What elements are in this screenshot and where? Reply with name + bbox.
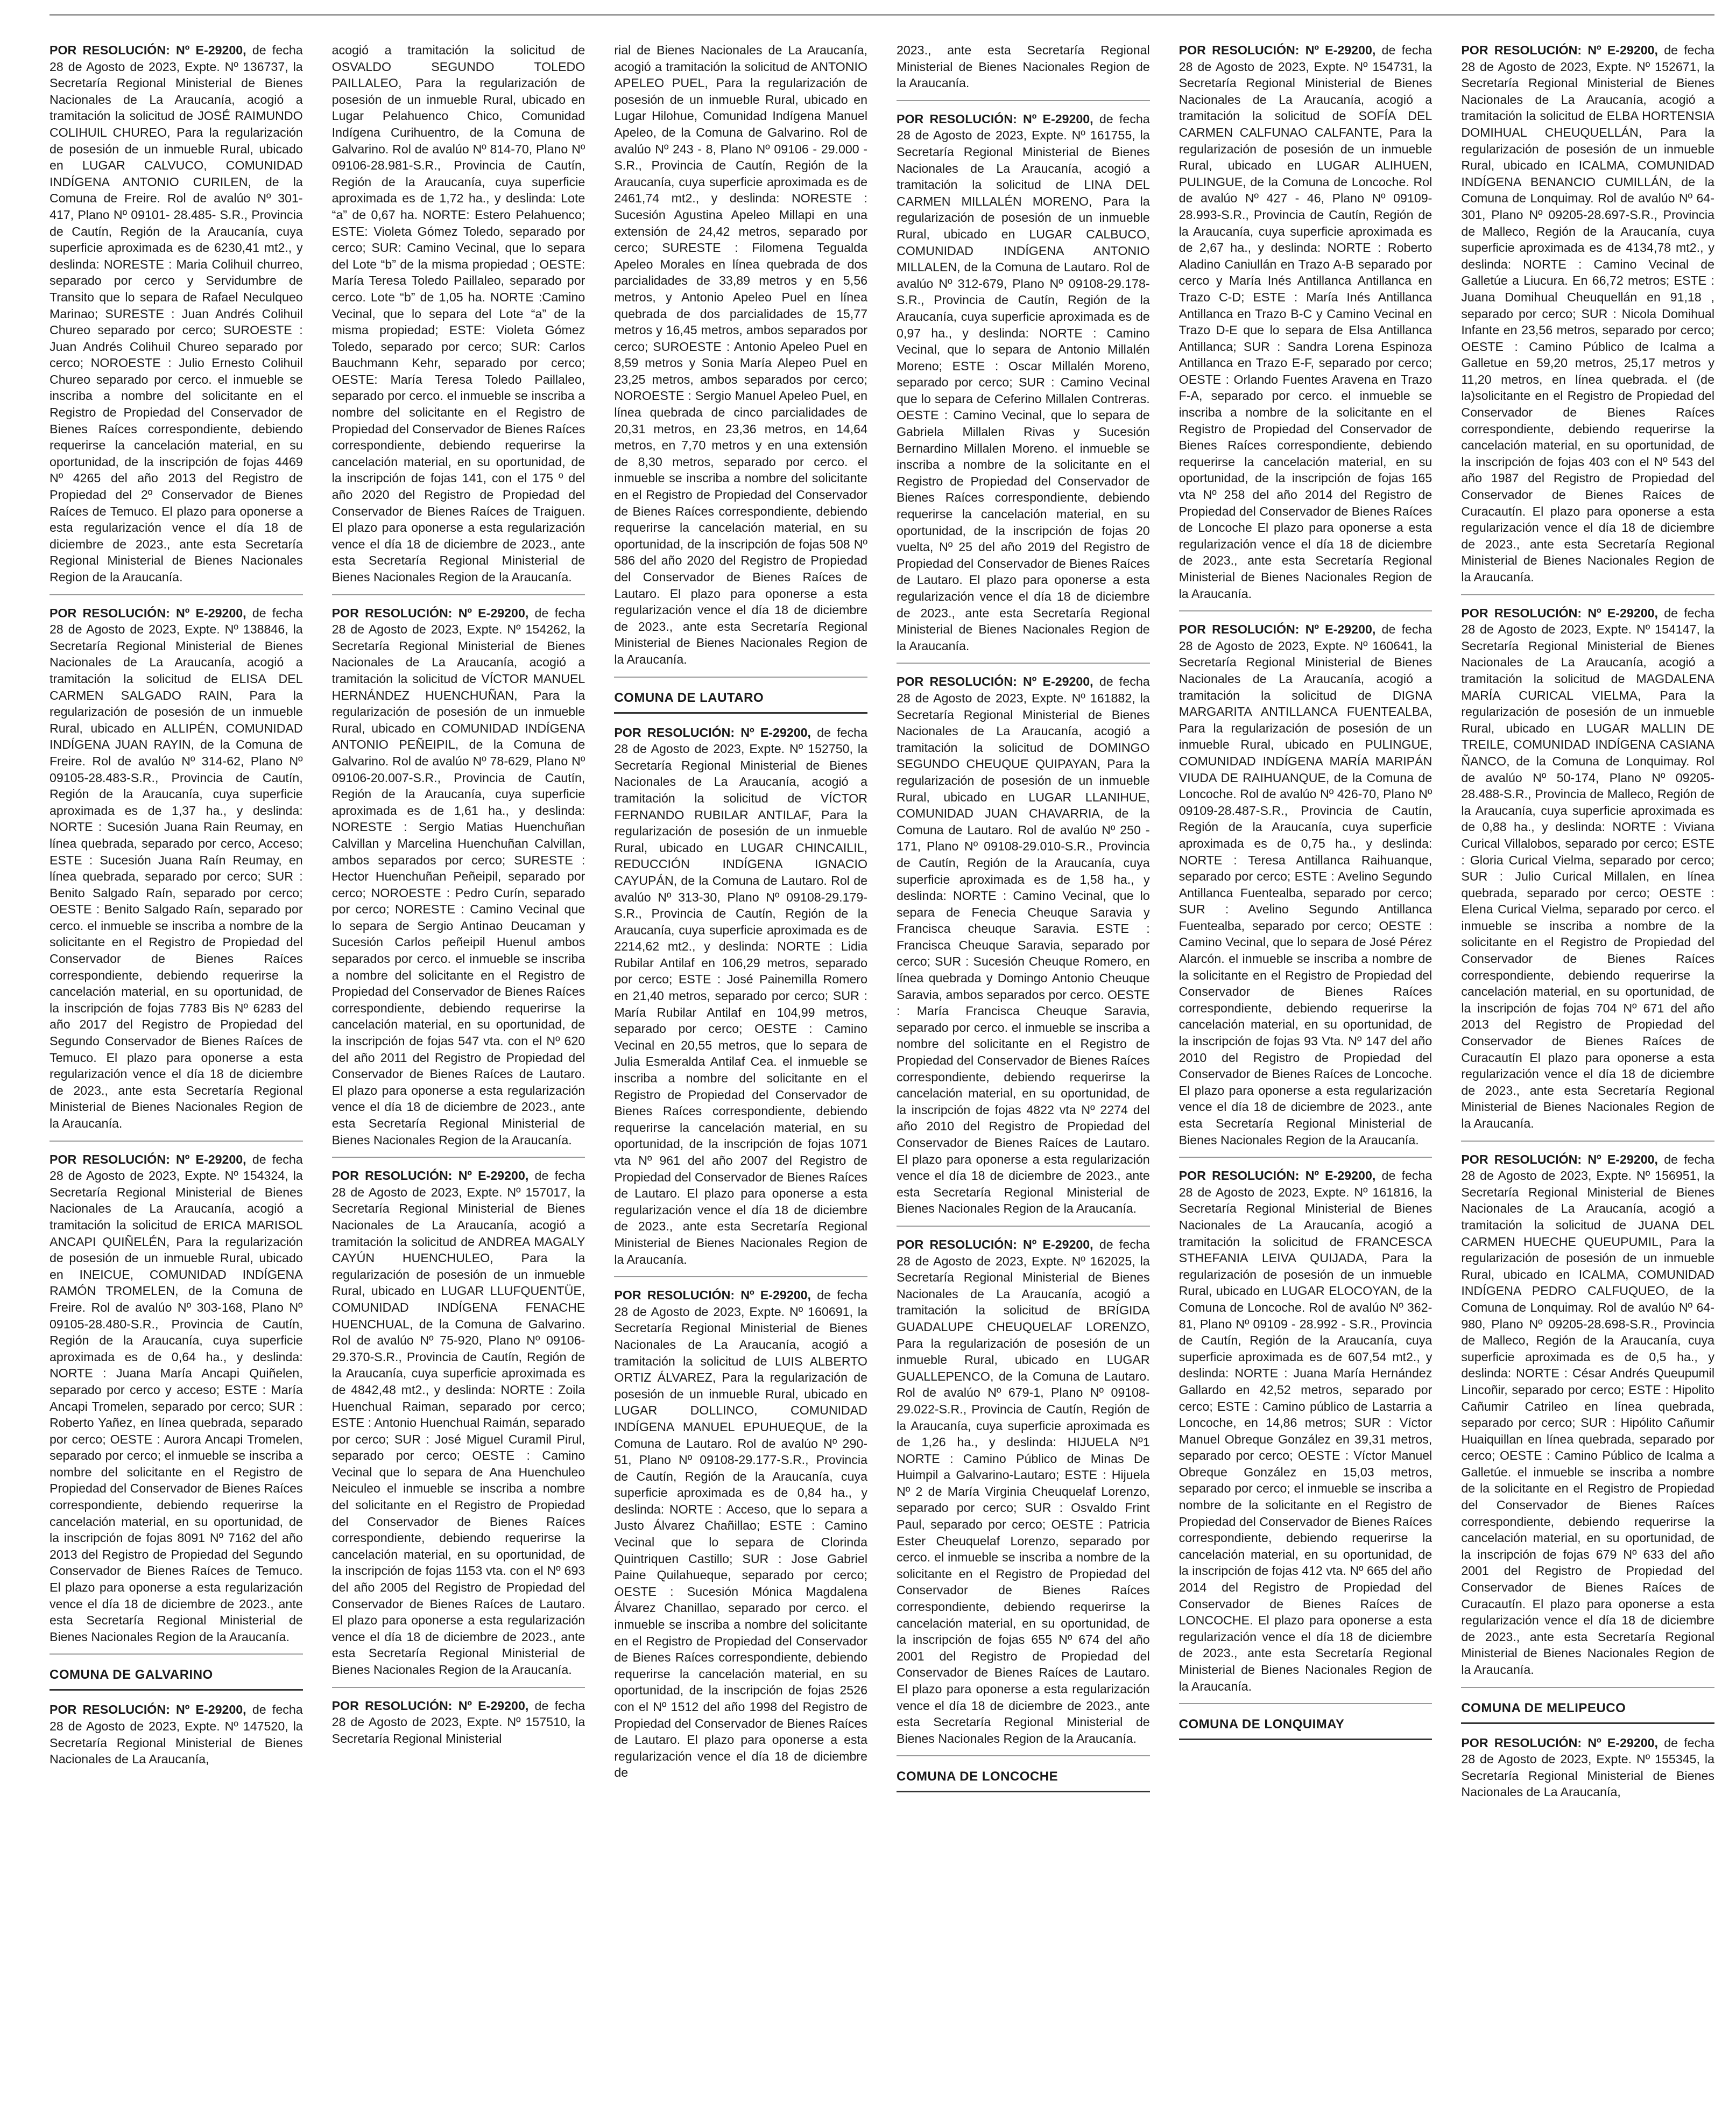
legal-notice bbox=[1461, 42, 1714, 595]
notice-lead: POR RESOLUCIÓN: Nº E-29200, bbox=[896, 674, 1093, 689]
column-5 bbox=[1179, 42, 1432, 2103]
notice-body: de fecha 28 de Agosto de 2023, Expte. Nº 136737, la Secretaría Regional Ministerial de Bienes Nacionales de La Araucanía, acogió a tramitación la solicitud de JOSÉ RAIMUNDO COLIHUIL CHUREO, Para la regularización de posesión de un inmueble Rural, ubicado en LUGAR CALVUCO, COMUNIDAD INDÍGENA ANTONIO CURILEN, de la Comuna de Freire. Rol de avalúo Nº 301-417, Plano Nº 09101- 28.485- S.R., Provincia de Cautín, Región de la Araucanía, cuya superficie aproximada es de 6230,41 mt2., y deslinda: NORESTE : Maria Colihuil churreo, separado por cerco y Servidumbre de Transito que lo separa de Rafael Neculqueo Marinao; SURESTE : Juan Andrés Colihuil Chureo separado por cerco; SUROESTE : Juan Andrés Colihuil Chureo separado por cerco; NOROESTE : Julio Ernesto Colihuil Chureo separado por cerco. el inmueble se inscriba a nombre del solicitante en el Registro de Propiedad del Conservador de Bienes Raíces correspondiente, debiendo requerirse la cancelación material, en su oportunidad, de la inscripción de fojas 4469 Nº 4265 del año 2013 del Registro de Propiedad del 2º Conservador de Bienes Raíces de Temuco. El plazo para oponerse a esta regularización vence el día 18 de diciembre de 2023., ante esta Secretaría Regional Ministerial de Bienes Nacionales Region de la Araucanía. bbox=[50, 43, 303, 584]
notice-body: de fecha 28 de Agosto de 2023, Expte. Nº 152671, la Secretaría Regional Ministerial de Bienes Nacionales de La Araucanía, acogió a tramitación la solicitud de ELBA HORTENSIA DOMIHUAL CHEUQUELLÁN, Para la regularización de posesión de un inmueble Rural, ubicado en ICALMA, COMUNIDAD INDÍGENA BENANCIO CUMILLÁN, de la Comuna de Lonquimay. Rol de avalúo Nº 64-301, Plano Nº 09205-28.697-S.R., Provincia de Malleco, Región de la Araucanía, cuya superficie aproximada es de 4134,78 mt2., y deslinda: NORTE : Camino Vecinal de Galletúe a Liucura. En 66,72 metros; ESTE : Juana Domihual Cheuquellán en 91,18 , separado por cerco; SUR : Nicola Domihual Infante en 23,56 metros, separado por cerco; OESTE : Camino Público de Icalma a Galletue en 59,20 metros, 25,17 metros y 11,20 metros, en línea quebrada. el (de la)solicitante en el Registro de Propiedad del Conservador de Bienes Raíces correspondiente, debiendo requerirse la cancelación material, en su oportunidad, de la inscripción de fojas 403 con el Nº 543 del año 1987 del Registro de Propiedad del Conservador de Bienes Raíces de Curacautín. El plazo para oponerse a esta regularización vence el día 18 de diciembre de 2023., ante esta Secretaría Regional Ministerial de Bienes Nacionales Region de la Araucanía. bbox=[1461, 43, 1714, 584]
legal-notice bbox=[1461, 1735, 1714, 1809]
legal-notice bbox=[897, 1236, 1150, 1756]
notice-lead: POR RESOLUCIÓN: Nº E-29200, bbox=[50, 606, 246, 620]
notice-lead: POR RESOLUCIÓN: Nº E-29200, bbox=[614, 1288, 811, 1303]
classifieds-page bbox=[50, 42, 1714, 2103]
top-rule bbox=[50, 14, 1714, 16]
legal-notice bbox=[897, 111, 1150, 664]
notice-body: acogió a tramitación la solicitud de OSVALDO SEGUNDO TOLEDO PAILLALEO, Para la regularización de posesión de un inmueble Rural, ubicado en Lugar Pelahuenco Chico, Comunidad Indígena Curihuentro, de la Comuna de Galvarino. Rol de avalúo Nº 814-70, Plano Nº 09106-28.981-S.R., Provincia de Cautín, Región de la Araucanía, cuya superficie aproximada es de 1,72 ha., y deslinda: Lote “a” de 0,67 ha. NORTE: Estero Pelahuenco; ESTE: Violeta Gómez Toledo, separado por cerco; SUR: Camino Vecinal, que lo separa del Lote “b” de la misma propiedad ; OESTE: María Teresa Toledo Paillaleo, separado por cerco. Lote “b” de 1,05 ha. NORTE :Camino Vecinal, que lo separa del Lote “a” de la misma propiedad; ESTE: Violeta Gómez Toledo, separado por cerco; SUR: Carlos Bauchmann Kehr, separado por cerco; OESTE: María Teresa Toledo Paillaleo, separado por cerco. el inmueble se inscriba a nombre del solicitante en el Registro de Propiedad del Conservador de Bienes Raíces correspondiente, debiendo requerirse la cancelación material, en su oportunidad, de la inscripción de fojas 141, con el 175 º del año 2020 del Registro de Propiedad del Conservador de Bienes Raíces de Traiguen. El plazo para oponerse a esta regularización vence el día 18 de diciembre de 2023., ante esta Secretaría Regional Ministerial de Bienes Nacionales Region de la Araucanía. bbox=[331, 43, 585, 584]
legal-notice bbox=[1179, 621, 1432, 1158]
notice-lead: POR RESOLUCIÓN: Nº E-29200, bbox=[1461, 1152, 1658, 1166]
column-1 bbox=[50, 42, 303, 2103]
notice-body: de fecha 28 de Agosto de 2023, Expte. Nº 157510, la Secretaría Regional Ministerial bbox=[331, 1698, 585, 1746]
notice-lead: POR RESOLUCIÓN: Nº E-29200, bbox=[50, 43, 246, 57]
notice-lead: POR RESOLUCIÓN: Nº E-29200, bbox=[331, 606, 529, 620]
notice-lead: POR RESOLUCIÓN: Nº E-29200, bbox=[1461, 1735, 1658, 1750]
notice-body: de fecha 28 de Agosto de 2023, Expte. Nº 154324, la Secretaría Regional Ministerial de Bienes Nacionales de La Araucanía, acogió a tramitación la solicitud de ERICA MARISOL ANCAPI QUIÑELÉN, Para la regularización de posesión de un inmueble Rural, ubicado en INEICUE, COMUNIDAD INDÍGENA RAMÓN TROMELEN, de la Comuna de Freire. Rol de avalúo Nº 303-168, Plano Nº 09105-28.480-S.R., Provincia de Cautín, Región de la Araucanía, cuya superficie aproximada es de 0,64 ha., y deslinda: NORTE : Juana María Ancapi Quiñelen, separado por cerco y acceso; ESTE : María Ancapi Tromelen, separado por cerco; SUR : Roberto Yañez, en línea quebrada, separado por cerco; OESTE : Aurora Ancapi Tromelen, separado por cerco; el inmueble se inscriba a nombre del solicitante en el Registro de Propiedad del Conservador de Bienes Raíces correspondiente, debiendo requerirse la cancelación material, en su oportunidad, de la inscripción de fojas 8091 Nº 7162 del año 2013 del Registro de Propiedad del Segundo Conservador de Bienes Raíces de Temuco. El plazo para oponerse a esta regularización vence el día 18 de diciembre de 2023., ante esta Secretaría Regional Ministerial de Bienes Nacionales Region de la Araucanía. bbox=[50, 1152, 303, 1644]
section-heading: COMUNA DE LAUTARO bbox=[614, 687, 867, 714]
legal-notice bbox=[50, 42, 303, 595]
legal-notice bbox=[614, 724, 867, 1278]
notice-body: de fecha 28 de Agosto de 2023, Expte. Nº 154147, la Secretaría Regional Ministerial de Bienes Nacionales de La Araucanía, acogió a tramitación la solicitud de MAGDALENA MARÍA CURICAL VIELMA, Para la regularización de posesión de un inmueble Rural, ubicado en LUGAR MALLIN DE TREILE, COMUNIDAD INDÍGENA CASIANA ÑANCO, de la Comuna de Lonquimay. Rol de avalúo Nº 50-174, Plano Nº 09205-28.488-S.R., Provincia de Malleco, Región de la Araucanía, cuya superficie aproximada es de 0,88 ha., y deslinda: NORTE : Viviana Curical Villalobos, separado por cerco; ESTE : Gloria Curical Vielma, separado por cerco; SUR : Julio Curical Millalen, en línea quebrada, separado por cerco; OESTE : Elena Curical Vielma, separado por cerco. el inmueble se inscriba a nombre de la solicitante en el Registro de Propiedad del Conservador de Bienes Raíces correspondiente, debiendo requerirse la cancelación material, en su oportunidad, de la inscripción de fojas 704 Nº 671 del año 2013 del Registro de Propiedad del Conservador de Bienes Raíces de Curacautín El plazo para oponerse a esta regularización vence el día 18 de diciembre de 2023., ante esta Secretaría Regional Ministerial de Bienes Nacionales Region de la Araucanía. bbox=[1461, 606, 1714, 1130]
notice-lead: POR RESOLUCIÓN: Nº E-29200, bbox=[1178, 1169, 1376, 1183]
notice-body: de fecha 28 de Agosto de 2023, Expte. Nº 156951, la Secretaría Regional Ministerial de Bienes Nacionales de La Araucanía, acogió a tramitación la solicitud de JUANA DEL CARMEN HUECHE QUEUPUMIL, Para la regularización de posesión de un inmueble Rural, ubicado en ICALMA, COMUNIDAD INDÍGENA PEDRO CALFUQUEO, de la Comuna de Lonquimay. Rol de avalúo Nº 64-980, Plano Nº 09205-28.698-S.R., Provincia de Malleco, Región de la Araucanía, cuya superficie aproximada es de 0,5 ha., y deslinda: NORTE : César Andrés Queupumil Lincoñir, separado por cerco; ESTE : Hipolito Cañumir Catrileo en línea quebrada, separado por cerco; SUR : Hipólito Cañumir Huaiquillan en línea quebrada, separado por cerco; OESTE : Camino Público de Icalma a Galletúe. el inmueble se inscriba a nombre de la solicitante en el Registro de Propiedad del Conservador de Bienes Raíces correspondiente, debiendo requerirse la cancelación material, en su oportunidad, de la inscripción de fojas 679 Nº 633 del año 2001 del Registro de Propiedad del Conservador de Bienes Raíces de Curacautín. El plazo para oponerse a esta regularización vence el día 18 de diciembre de 2023., ante esta Secretaría Regional Ministerial de Bienes Nacionales Region de la Araucanía. bbox=[1461, 1152, 1714, 1677]
notice-lead: POR RESOLUCIÓN: Nº E-29200, bbox=[1461, 606, 1658, 620]
notice-body: de fecha 28 de Agosto de 2023, Expte. Nº 138846, la Secretaría Regional Ministerial de Bienes Nacionales de La Araucanía, acogió a tramitación la solicitud de ELISA DEL CARMEN SALGADO RAIN, Para la regularización de posesión de un inmueble Rural, ubicado en ALLIPÉN, COMUNIDAD INDÍGENA JUAN RAYIN, de la Comuna de Freire. Rol de avalúo Nº 314-62, Plano Nº 09105-28.483-S.R., Provincia de Cautín, Región de la Araucanía, cuya superficie aproximada es de 1,37 ha., y deslinda: NORTE : Sucesión Juana Rain Reumay, en línea quebrada, separado por cerco, Acceso; ESTE : Sucesión Juana Raín Reumay, en línea quebrada, separado por cerco; SUR : Benito Salgado Raín, separado por cerco; OESTE : Benito Salgado Raín, separado por cerco. el inmueble se inscriba a nombre de la solicitante en el Registro de Propiedad del Conservador de Bienes Raíces correspondiente, debiendo requerirse la cancelación material, en su oportunidad, de la inscripción de fojas 7783 Bis Nº 6283 del año 2017 del Registro de Propiedad del Segundo Conservador de Bienes Raíces de Temuco. El plazo para oponerse a esta regularización vence el día 18 de diciembre de 2023., ante esta Secretaría Regional Ministerial de Bienes Nacionales Region de la Araucanía. bbox=[50, 606, 303, 1130]
legal-notice bbox=[50, 605, 303, 1142]
notice-body: de fecha 28 de Agosto de 2023, Expte. Nº 155345, la Secretaría Regional Ministerial de Bienes Nacionales de La Araucanía, bbox=[1461, 1735, 1714, 1799]
notice-lead: POR RESOLUCIÓN: Nº E-29200, bbox=[1461, 43, 1658, 57]
notice-body: de fecha 28 de Agosto de 2023, Expte. Nº 157017, la Secretaría Regional Ministerial de Bienes Nacionales de La Araucanía, acogió a tramitación la solicitud de ANDREA MAGALY CAYÚN HUENCHULEO, Para la regularización de posesión de un inmueble Rural, ubicado en LUGAR LLUFQUENTÜE, COMUNIDAD INDÍGENA FENACHE HUENCHUAL, de la Comuna de Galvarino. Rol de avalúo Nº 75-920, Plano Nº 09106-29.370-S.R., Provincia de Cautín, Región de la Araucanía, cuya superficie aproximada es de 4842,48 mt2., y deslinda: NORTE : Zoila Huenchual Raiman, separado por cerco; ESTE : Antonio Huenchual Raimán, separado por cerco; SUR : José Miguel Curamil Pirul, separado por cerco; OESTE : Camino Vecinal que lo separa de Ana Huenchuleo Neiculeo el inmueble se inscriba a nombre del solicitante en el Registro de Propiedad del Conservador de Bienes Raíces correspondiente, debiendo requerirse la cancelación material, en su oportunidad, de la inscripción de fojas 1153 vta. con el Nº 693 del año 2005 del Registro de Propiedad del Conservador de Bienes Raíces de Lautaro. El plazo para oponerse a esta regularización vence el día 18 de diciembre de 2023., ante esta Secretaría Regional Ministerial de Bienes Nacionales Region de la Araucanía. bbox=[331, 1169, 585, 1677]
notice-body: de fecha 28 de Agosto de 2023, Expte. Nº 154731, la Secretaría Regional Ministerial de Bienes Nacionales de La Araucanía, acogió a tramitación la solicitud de SOFÍA DEL CARMEN CALFUNAO CALFANTE, Para la regularización de posesión de un inmueble Rural, ubicado en LUGAR ALIHUEN, PULINGUE, de la Comuna de Loncoche. Rol de avalúo Nº 427 - 46, Plano Nº 09109-28.993-S.R., Provincia de Cautín, Región de la Araucanía, cuya superficie aproximada es de 2,67 ha., y deslinda: NORTE : Roberto Aladino Caniullán en Trazo A-B separado por cerco y María Inés Antillanca Antillanca en Trazo C-D; ESTE : María Inés Antillanca Antillanca en Trazo B-C y Camino Vecinal en Trazo D-E que lo separa de Elsa Antillanca Antillanca; SUR : Sandra Lorena Espinoza Antillanca en Trazo E-F, separado por cerco; OESTE : Orlando Fuentes Aravena en Trazo F-A, separado por cerco. el inmueble se inscriba a nombre de la solicitante en el Registro de Propiedad del Conservador de Bienes Raíces correspondiente, debiendo requerirse la cancelación material, en su oportunidad, de la inscripción de fojas 165 vta Nº 258 del año 2014 del Registro de Propiedad del Conservador de Bienes Raíces de Loncoche El plazo para oponerse a esta regularización vence el día 18 de diciembre de 2023., ante esta Secretaría Regional Ministerial de Bienes Nacionales Region de la Araucanía. bbox=[1178, 43, 1432, 601]
notice-body: de fecha 28 de Agosto de 2023, Expte. Nº 154262, la Secretaría Regional Ministerial de Bienes Nacionales de La Araucanía, acogió a tramitación la solicitud de VÍCTOR MANUEL HERNÁNDEZ HUENCHUÑAN, Para la regularización de posesión de un inmueble Rural, ubicado en COMUNIDAD INDÍGENA ANTONIO PEÑEIPIL, de la Comuna de Galvarino. Rol de avalúo Nº 78-629, Plano Nº 09106-20.007-S.R., Provincia de Cautín, Región de la Araucanía, cuya superficie aproximada es de 1,61 ha., y deslinda: NORESTE : Sergio Matias Huenchuñan Calvillan y Marcelina Huenchuñan Calvillan, ambos separados por cerco; SURESTE : Hector Huenchuñan Peñeipil, separado por cerco; NOROESTE : Pedro Curín, separado por cerco; NORESTE : Camino Vecinal que lo separa de Sergio Antinao Deucaman y Sucesión Carlos peñeipil Huenul ambos separados por cerco. el inmueble se inscriba a nombre del solicitante en el Registro de Propiedad del Conservador de Bienes Raíces correspondiente, debiendo requerirse la cancelación material, en su oportunidad, de la inscripción de fojas 547 vta. con el Nº 620 del año 2011 del Registro de Propiedad del Conservador de Bienes Raíces de Lautaro. El plazo para oponerse a esta regularización vence el día 18 de diciembre de 2023., ante esta Secretaría Regional Ministerial de Bienes Nacionales Region de la Araucanía. bbox=[331, 606, 585, 1147]
notice-body: de fecha 28 de Agosto de 2023, Expte. Nº 160641, la Secretaría Regional Ministerial de Bienes Nacionales de La Araucanía, acogió a tramitación la solicitud de DIGNA MARGARITA ANTILLANCA FUENTEALBA, Para la regularización de posesión de un inmueble Rural, ubicado en PULINGUE, COMUNIDAD INDÍGENA MARÍA MARIPÁN VIUDA DE RAIHUANQUE, de la Comuna de Loncoche. Rol de avalúo Nº 426-70, Plano Nº 09109-28.487-S.R., Provincia de Cautín, Región de la Araucanía, cuya superficie aproximada es de 0,75 ha., y deslinda: NORTE : Teresa Antillanca Raihuanque, separado por cerco; ESTE : Avelino Segundo Antillanca Fuentealba, separado por cerco; SUR : Avelino Segundo Antillanca Fuentealba, separado por cerco; OESTE : Camino Vecinal, que lo separa de José Pérez Alarcón. el inmueble se inscriba a nombre de la solicitante en el Registro de Propiedad del Conservador de Bienes Raíces correspondiente, debiendo requerirse la cancelación material, en su oportunidad, de la inscripción de fojas 93 Vta. Nº 147 del año 2010 del Registro de Propiedad del Conservador de Bienes Raíces de Loncoche. El plazo para oponerse a esta regularización vence el día 18 de diciembre de 2023., ante esta Secretaría Regional Ministerial de Bienes Nacionales Region de la Araucanía. bbox=[1178, 622, 1432, 1147]
notice-body: rial de Bienes Nacionales de La Araucanía, acogió a tramitación la solicitud de ANTONIO APELEO PUEL, Para la regularización de posesión de un inmueble Rural, ubicado en Lugar Hilohue, Comunidad Indígena Manuel Apeleo, de la Comuna de Galvarino. Rol de avalúo Nº 243 - 8, Plano Nº 09106 - 29.000 - S.R., Provincia de Cautín, Región de la Araucanía, cuya superficie aproximada es de 2461,74 mt2., y deslinda: NORESTE : Sucesión Agustina Apeleo Millapi en una extensión de 24,42 metros, separado por cerco; SURESTE : Filomena Tegualda Apeleo Morales en línea quebrada de dos parcialidades de 33,89 metros y en 5,56 metros, y Antonio Apeleo Puel en línea quebrada de dos parcialidades de 15,77 metros y 16,45 metros, ambos separados por cerco; SUROESTE : Antonio Apeleo Puel en 8,59 metros y Sonia María Alepeo Puel en 23,25 metros, ambos separados por cerco; NOROESTE : Sergio Manuel Apeleo Puel, en línea quebrada de cinco parcialidades de 20,31 metros, en 23,36 metros, en 14,64 metros, en 7,70 metros y en una extensión de 8,30 metros, separado por cerco. el inmueble se inscriba a nombre del solicitante en el Registro de Propiedad del Conservador de Bienes Raíces correspondiente, debiendo requerirse la cancelación material, en su oportunidad, de la inscripción de fojas 508 Nº 586 del año 2020 del Registro de Propiedad del Conservador de Bienes Raíces de Lautaro. El plazo para oponerse a esta regularización vence el día 18 de diciembre de 2023., ante esta Secretaría Regional Ministerial de Bienes Nacionales Region de la Araucanía. bbox=[614, 43, 867, 666]
notice-lead: POR RESOLUCIÓN: Nº E-29200, bbox=[50, 1702, 246, 1717]
legal-notice bbox=[332, 1698, 585, 1756]
notice-body: de fecha 28 de Agosto de 2023, Expte. Nº 162025, la Secretaría Regional Ministerial de Bienes Nacionales de La Araucanía, acogió a tramitación la solicitud de BRÍGIDA GUADALUPE CHEUQUELAF LORENZO, Para la regularización de posesión de un inmueble Rural, ubicado en LUGAR GUALLEPENCO, de la Comuna de Lautaro. Rol de avalúo Nº 679-1, Plano Nº 09108-29.022-S.R., Provincia de Cautín, Región de la Araucanía, cuya superficie aproximada es de 1,26 ha., y deslinda: HIJUELA Nº1 NORTE : Camino Público de Minas De Huimpil a Galvarino-Lautaro; ESTE : Hijuela Nº 2 de María Virginia Cheuquelaf Lorenzo, separado por cerco; SUR : Osvaldo Frint Paul, separado por cerco; OESTE : Patricia Ester Cheuquelaf Lorenzo, separado por cerco. el inmueble se inscriba a nombre de la solicitante en el Registro de Propiedad del Conservador de Bienes Raíces correspondiente, debiendo requerirse la cancelación material, en su oportunidad, de la inscripción de fojas 655 Nº 674 del año 2001 del Registro de Propiedad del Conservador de Bienes Raíces de Lautaro. El plazo para oponerse a esta regularización vence el día 18 de diciembre de 2023., ante esta Secretaría Regional Ministerial de Bienes Nacionales Region de la Araucanía. bbox=[896, 1237, 1150, 1746]
legal-notice bbox=[332, 1167, 585, 1687]
legal-notice bbox=[897, 42, 1150, 101]
notice-lead: POR RESOLUCIÓN: Nº E-29200, bbox=[896, 111, 1093, 126]
legal-notice bbox=[50, 1151, 303, 1655]
notice-body: de fecha 28 de Agosto de 2023, Expte. Nº 161755, la Secretaría Regional Ministerial de Bienes Nacionales de La Araucanía, acogió a tramitación la solicitud de LINA DEL CARMEN MILLALÉN MORENO, Para la regularización de posesión de un inmueble Rural, ubicado en LUGAR CALBUCO, COMUNIDAD INDÍGENA ANTONIO MILLALEN, de la Comuna de Lautaro. Rol de avalúo Nº 312-679, Plano Nº 09108-29.178-S.R., Provincia de Cautín, Región de la Araucanía, cuya superficie aproximada es de 0,97 ha., y deslinda: NORTE : Camino Vecinal, que lo separa de Antonio Millalén Moreno; ESTE : Oscar Millalén Moreno, separado por cerco; SUR : Camino Vecinal que lo separa de Ceferino Millalen Contreras. OESTE : Camino Vecinal, que lo separa de Gabriela Millalen Rivas y Sucesión Bernardino Millalen Moreno. el inmueble se inscriba a nombre de la solicitante en el Registro de Propiedad del Conservador de Bienes Raíces correspondiente, debiendo requerirse la cancelación material, en su oportunidad, de la inscripción de fojas 20 vuelta, Nº 25 del año 2019 del Registro de Propiedad del Conservador de Bienes Raíces de Lautaro. El plazo para oponerse a esta regularización vence el día 18 de diciembre de 2023., ante esta Secretaría Regional Ministerial de Bienes Nacionales Region de la Araucanía. bbox=[896, 111, 1150, 653]
notice-lead: POR RESOLUCIÓN: Nº E-29200, bbox=[1178, 43, 1376, 57]
legal-notice bbox=[332, 605, 585, 1158]
section-heading: COMUNA DE GALVARINO bbox=[50, 1664, 303, 1691]
notice-body: de fecha 28 de Agosto de 2023, Expte. Nº 160691, la Secretaría Regional Ministerial de Bienes Nacionales de La Araucanía, acogió a tramitación la solicitud de LUIS ALBERTO ORTIZ ÁLVAREZ, Para la regularización de posesión de un inmueble Rural, ubicado en LUGAR DOLLINCO, COMUNIDAD INDÍGENA MANUEL EPUHUEQUE, de la Comuna de Lautaro. Rol de avalúo Nº 290-51, Plano Nº 09108-29.177-S.R., Provincia de Cautín, Región de la Araucanía, cuya superficie aproximada es de 0,84 ha., y deslinda: NORTE : Acceso, que lo separa a Justo Álvarez Chañillao; ESTE : Camino Vecinal que lo separa de Clorinda Quintriquen Castillo; SUR : Jose Gabriel Paine Quilahueque, separado por cerco; OESTE : Sucesión Mónica Magdalena Álvarez Chanillao, separado por cerco. el inmueble se inscriba a nombre del solicitante en el Registro de Propiedad del Conservador de Bienes Raíces correspondiente, debiendo requerirse la cancelación material, en su oportunidad, de la inscripción de fojas 2526 con el Nº 1512 del año 1998 del Registro de Propiedad del Conservador de Bienes Raíces de Lautaro. El plazo para oponerse a esta regularización vence el día 18 de diciembre de bbox=[614, 1288, 867, 1780]
legal-notice bbox=[1179, 1167, 1432, 1704]
section-heading: COMUNA DE LONQUIMAY bbox=[1179, 1714, 1432, 1740]
legal-notice bbox=[614, 1287, 867, 1790]
notice-body: de fecha 28 de Agosto de 2023, Expte. Nº 152750, la Secretaría Regional Ministerial de Bienes Nacionales de La Araucanía, acogió a tramitación la solicitud de VÍCTOR FERNANDO RUBILAR ANTILAF, Para la regularización de posesión de un inmueble Rural, ubicado en LUGAR CHINCAILIL, REDUCCIÓN INDÍGENA IGNACIO CAYUPÁN, de la Comuna de Lautaro. Rol de avalúo Nº 313-30, Plano Nº 09108-29.179-S.R., Provincia de Cautín, Región de la Araucanía, cuya superficie aproximada es de 2214,62 mt2., y deslinda: NORTE : Lidia Rubilar Antilaf en 106,29 metros, separado por cerco; ESTE : José Painemilla Romero en 21,40 metros, separado por cerco; SUR : María Rubilar Antilaf en 104,99 metros, separado por cerco; OESTE : Camino Vecinal en 20,55 metros, que lo separa de Julia Esmeralda Antilaf Cea. el inmueble se inscriba a nombre del solicitante en el Registro de Propiedad del Conservador de Bienes Raíces correspondiente, debiendo requerirse la cancelación material, en su oportunidad, de la inscripción de fojas 1071 vta Nº 961 del año 2007 del Registro de Propiedad del Conservador de Bienes Raíces de Lautaro. El plazo para oponerse a esta regularización vence el día 18 de diciembre de 2023., ante esta Secretaría Regional Ministerial de Bienes Nacionales Region de la Araucanía. bbox=[614, 725, 867, 1266]
legal-notice bbox=[332, 42, 585, 595]
legal-notice bbox=[1461, 1151, 1714, 1688]
legal-notice bbox=[614, 42, 867, 678]
column-2 bbox=[332, 42, 585, 2103]
column-6 bbox=[1461, 42, 1714, 2103]
notice-body: de fecha 28 de Agosto de 2023, Expte. Nº 161816, la Secretaría Regional Ministerial de Bienes Nacionales de La Araucanía, acogió a tramitación la solicitud de FRANCESCA STHEFANIA LEIVA QUIJADA, Para la regularización de posesión de un inmueble Rural, ubicado en LUGAR ELOCOYAN, de la Comuna de Loncoche. Rol de avalúo Nº 362-81, Plano Nº 09109 - 28.992 - S.R., Provincia de Cautín, Región de la Araucanía, cuya superficie aproximada es de 607,54 mt2., y deslinda: NORTE : Juana María Hernández Gallardo en 42,52 metros, separado por cerco; ESTE : Camino público de Lastarria a Loncoche, en 14,86 metros; SUR : Víctor Manuel Obreque González en 39,31 metros, separado por cerco; OESTE : Víctor Manuel Obreque González en 15,03 metros, separado por cerco; el inmueble se inscriba a nombre de la solicitante en el Registro de Propiedad del Conservador de Bienes Raíces correspondiente, debiendo requerirse la cancelación material, en su oportunidad, de la inscripción de fojas 412 vta. Nº 665 del año 2014 del Registro de Propiedad del Conservador de Bienes Raíces de LONCOCHE. El plazo para oponerse a esta regularización vence el día 18 de diciembre de 2023., ante esta Secretaría Regional Ministerial de Bienes Nacionales Region de la Araucanía. bbox=[1178, 1169, 1432, 1693]
notice-lead: POR RESOLUCIÓN: Nº E-29200, bbox=[614, 725, 811, 740]
notice-body: de fecha 28 de Agosto de 2023, Expte. Nº 161882, la Secretaría Regional Ministerial de Bienes Nacionales de La Araucanía, acogió a tramitación la solicitud de DOMINGO SEGUNDO CHEUQUE QUIPAYAN, Para la regularización de posesión de un inmueble Rural, ubicado en LUGAR LLANIHUE, COMUNIDAD JUAN CHAVARRIA, de la Comuna de Lautaro. Rol de avalúo Nº 250 - 171, Plano Nº 09108-29.010-S.R., Provincia de Cautín, Región de la Araucanía, cuya superficie aproximada es de 1,58 ha., y deslinda: NORTE : Camino Vecinal, que lo separa de Fenecia Cheuque Saravia y Francisca cheuque Saravia. ESTE : Francisca Cheuque Saravia, separado por cerco; SUR : Sucesión Cheuque Romero, en línea quebrada y Domingo Antonio Cheuque Saravia, ambos separados por cerco. OESTE : María Francisca Cheuque Saravia, separado por cerco. el inmueble se inscriba a nombre del solicitante en el Registro de Propiedad del Conservador de Bienes Raíces correspondiente, debiendo requerirse la cancelación material, en su oportunidad, de la inscripción de fojas 4822 vta Nº 2274 del año 2010 del Registro de Propiedad del Conservador de Bienes Raíces de Lautaro. El plazo para oponerse a esta regularización vence el día 18 de diciembre de 2023., ante esta Secretaría Regional Ministerial de Bienes Nacionales Region de la Araucanía. bbox=[896, 674, 1150, 1216]
notice-lead: POR RESOLUCIÓN: Nº E-29200, bbox=[1178, 622, 1376, 637]
legal-notice bbox=[897, 673, 1150, 1227]
section-heading: COMUNA DE MELIPEUCO bbox=[1461, 1698, 1714, 1724]
section-heading: COMUNA DE LONCOCHE bbox=[897, 1766, 1150, 1792]
column-3 bbox=[614, 42, 867, 2103]
notice-lead: POR RESOLUCIÓN: Nº E-29200, bbox=[331, 1169, 529, 1183]
notice-body: de fecha 28 de Agosto de 2023, Expte. Nº 147520, la Secretaría Regional Ministerial de Bienes Nacionales de La Araucanía, bbox=[50, 1702, 303, 1767]
legal-notice bbox=[50, 1701, 303, 1776]
notice-lead: POR RESOLUCIÓN: Nº E-29200, bbox=[331, 1698, 529, 1713]
notice-lead: POR RESOLUCIÓN: Nº E-29200, bbox=[50, 1152, 246, 1166]
notice-body: 2023., ante esta Secretaría Regional Ministerial de Bienes Nacionales Region de la Araucanía. bbox=[896, 43, 1150, 90]
column-4 bbox=[897, 42, 1150, 2103]
legal-notice bbox=[1179, 42, 1432, 611]
legal-notice bbox=[1461, 605, 1714, 1142]
notice-lead: POR RESOLUCIÓN: Nº E-29200, bbox=[896, 1237, 1093, 1251]
